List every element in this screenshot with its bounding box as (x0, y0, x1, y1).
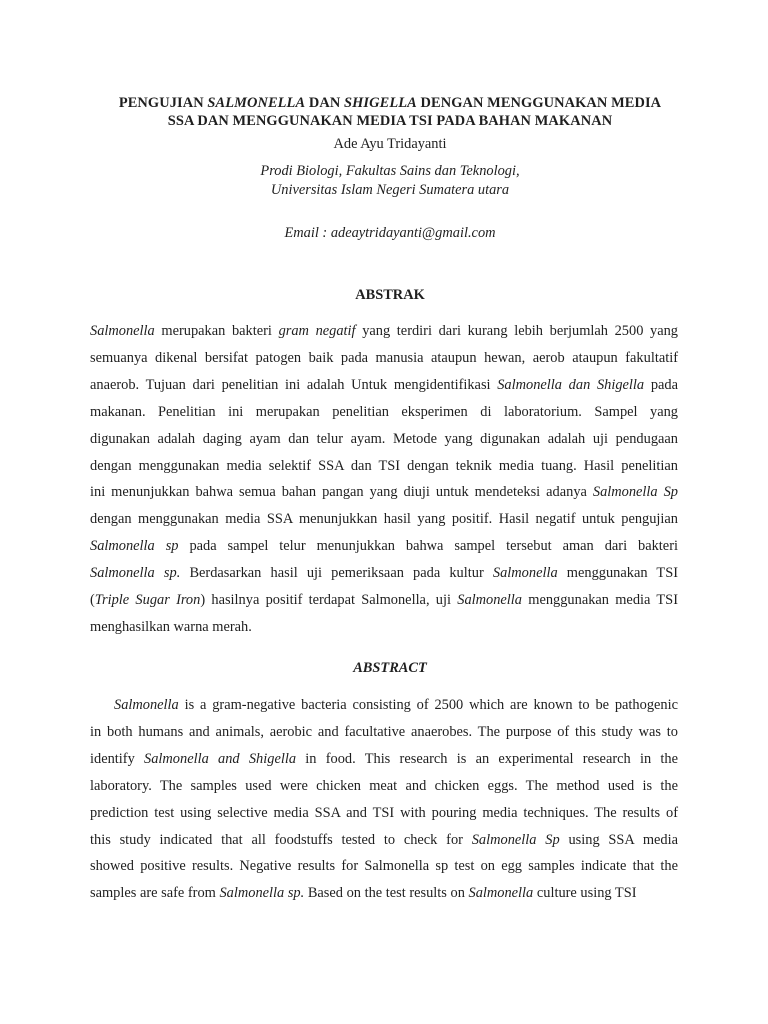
text-segment: showed positive results. Negative results for Salmonella sp test on egg samples indicate that the (90, 858, 678, 875)
affiliation-line-1: Prodi Biologi, Fakultas Sains dan Teknologi, (260, 163, 520, 179)
text-segment: Berdasarkan hasil uji pemeriksaan pada kultur (180, 565, 493, 582)
text-line (90, 348, 678, 368)
text-segment: prediction test using selective media SSA and TSI with pouring media techniques. The results of (90, 804, 678, 821)
title-segment-italic: SHIGELLA (344, 95, 417, 111)
author-email: Email : adeaytridayanti@gmail.com (284, 225, 496, 241)
text-line (114, 695, 678, 715)
text-segment: dengan menggunakan media selektif SSA dan TSI dengan teknik media tuang. Hasil penelitian (90, 457, 678, 474)
text-line (90, 856, 678, 876)
text-line (90, 429, 678, 449)
text-segment: laboratory. The samples used were chicken meat and chicken eggs. The method used is the (90, 777, 678, 794)
abstrak-heading: ABSTRAK (355, 287, 425, 303)
italic-text-segment: Salmonella (90, 323, 155, 339)
author-name: Ade Ayu Tridayanti (333, 136, 447, 152)
italic-text-segment: Salmonella Sp (471, 831, 560, 848)
text-segment: pada sampel telur menunjukkan bahwa sampel tersebut aman dari bakteri (178, 538, 678, 555)
text-segment: dengan menggunakan media SSA menunjukkan hasil yang positif. Hasil negatif untuk pengujian (90, 511, 678, 528)
text-line (90, 617, 252, 637)
text-line (90, 776, 678, 796)
paper-title-line-1 (60, 94, 720, 112)
text-segment: anaerob. Tujuan dari penelitian ini adalah Untuk mengidentifikasi (90, 376, 498, 393)
italic-text-segment: Salmonella sp. (90, 565, 181, 582)
title-segment: DAN (305, 95, 345, 111)
text-segment: ) hasilnya positif terdapat Salmonella, uji (200, 592, 458, 608)
text-line (90, 803, 678, 823)
text-line (90, 402, 678, 422)
text-segment: pada (644, 376, 678, 393)
text-line (90, 509, 678, 529)
text-segment: culture using TSI (533, 885, 637, 902)
italic-text-segment: Salmonella sp (90, 538, 179, 555)
text-segment: menghasilkan warna merah. (90, 618, 252, 635)
italic-text-segment: Salmonella (114, 697, 179, 713)
title-segment: DENGAN MENGGUNAKAN MEDIA (416, 95, 662, 111)
text-line (90, 536, 678, 556)
text-segment: semuanya dikenal bersifat patogen baik pada manusia ataupun hewan, aerob ataupun fakultatif (90, 349, 678, 366)
title-segment: PENGUJIAN (118, 95, 208, 111)
text-segment: identify (90, 750, 145, 767)
text-line (90, 722, 678, 742)
title-segment-italic: SALMONELLA (207, 95, 306, 111)
paper-title (60, 94, 720, 130)
text-segment: digunakan adalah daging ayam dan telur ayam. Metode yang digunakan adalah uji pendugaan (90, 430, 678, 447)
text-segment: menggunakan media TSI (522, 592, 678, 608)
italic-text-segment: Triple Sugar Iron (94, 592, 201, 608)
italic-text-segment: Salmonella (492, 565, 558, 582)
text-segment: in both humans and animals, aerobic and facultative anaerobes. The purpose of this study was to (90, 723, 678, 740)
text-segment: merupakan bakteri (154, 323, 279, 339)
italic-text-segment: Salmonella dan Shigella (497, 376, 645, 393)
text-segment: using SSA media (559, 831, 678, 848)
text-segment: is a gram-negative bacteria consisting of 2500 which are known to be pathogenic (178, 697, 678, 713)
paper-title-line-2: SSA DAN MENGGUNAKAN MEDIA TSI PADA BAHAN MAKANAN (167, 113, 613, 129)
text-segment: makanan. Penelitian ini merupakan penelitian eksperimen di laboratorium. Sampel yang (90, 403, 678, 420)
text-line (90, 482, 678, 502)
italic-text-segment: Salmonella and Shigella (144, 750, 297, 767)
text-segment: this study indicated that all foodstuffs tested to check for (90, 831, 472, 848)
abstract-heading: ABSTRACT (353, 660, 427, 676)
italic-text-segment: gram negatif (278, 323, 356, 339)
italic-text-segment: Salmonella (457, 592, 523, 608)
affiliation-line-2: Universitas Islam Negeri Sumatera utara (270, 182, 510, 198)
italic-text-segment: Salmonella sp. (219, 885, 305, 902)
text-segment: Based on the test results on (304, 885, 469, 902)
italic-text-segment: Salmonella (468, 885, 534, 902)
text-line (90, 749, 678, 769)
text-segment: ( (90, 592, 95, 608)
text-line (90, 375, 678, 395)
text-line (90, 456, 678, 476)
text-line (90, 563, 678, 583)
text-segment: menggunakan TSI (557, 565, 678, 582)
text-line (90, 590, 678, 610)
text-segment: ini menunjukkan bahwa semua bahan pangan yang diuji untuk mendeteksi adanya (90, 484, 593, 501)
text-line (90, 321, 678, 341)
text-line (90, 830, 678, 850)
italic-text-segment: Salmonella Sp (592, 484, 678, 501)
text-segment: in food. This research is an experimental research in the (296, 750, 678, 767)
text-line (90, 883, 637, 903)
text-segment: samples are safe from (90, 885, 220, 902)
text-segment: yang terdiri dari kurang lebih berjumlah 2500 yang (355, 323, 678, 339)
